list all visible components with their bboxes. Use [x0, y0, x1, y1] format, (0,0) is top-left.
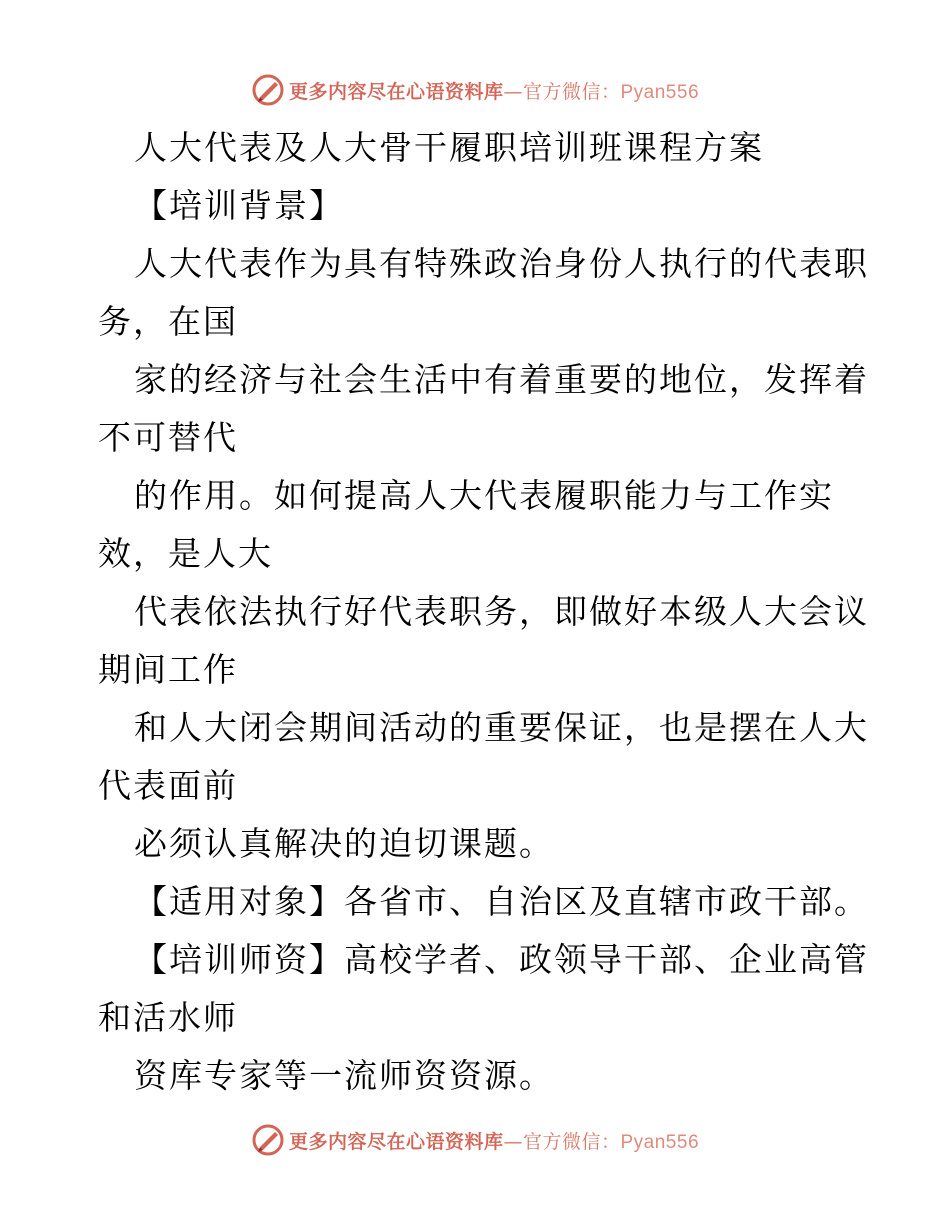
paragraph-line: 的作用。如何提高人大代表履职能力与工作实 [134, 476, 834, 515]
paragraph-line: 代表面前 [98, 766, 238, 805]
paragraph-line: 家的经济与社会生活中有着重要的地位，发挥着 [134, 360, 869, 399]
paragraph-line: 期间工作 [98, 650, 238, 689]
watermark-text: 更多内容尽在心语资料库—官方微信：Pyan556 [288, 1130, 700, 1153]
paragraph-line: 和活水师 [98, 998, 238, 1037]
paragraph-line: 不可替代 [98, 418, 238, 457]
paragraph-line: 务，在国 [98, 302, 238, 341]
paragraph-line: 代表依法执行好代表职务，即做好本级人大会议 [134, 592, 869, 631]
pen-logo-icon [251, 1123, 285, 1157]
paragraph-line: 和人大闭会期间活动的重要保证，也是摆在人大 [134, 708, 869, 747]
paragraph-line: 必须认真解决的迫切课题。 [134, 824, 554, 863]
watermark-banner-top [0, 70, 950, 110]
paragraph-line: 人大代表作为具有特殊政治身份人执行的代表职 [134, 244, 869, 283]
section-target-audience: 【适用对象】各省市、自治区及直辖市政干部。 [134, 882, 869, 921]
watermark-text: 更多内容尽在心语资料库—官方微信：Pyan556 [288, 80, 700, 103]
paragraph-line: 资库专家等一流师资资源。 [134, 1056, 554, 1095]
watermark-banner-bottom [0, 1120, 950, 1160]
document-title: 人大代表及人大骨干履职培训班课程方案 [134, 128, 764, 167]
pen-logo-icon [251, 73, 285, 107]
section-faculty: 【培训师资】高校学者、政领导干部、企业高管 [134, 940, 869, 979]
section-heading-background: 【培训背景】 [134, 186, 344, 225]
paragraph-line: 效，是人大 [98, 534, 273, 573]
